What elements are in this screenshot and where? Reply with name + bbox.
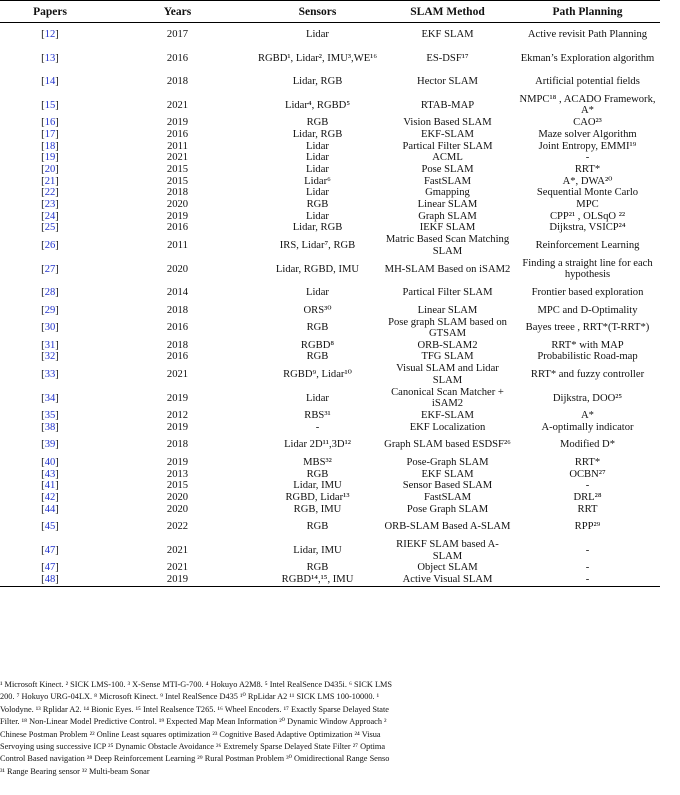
table-row [0, 386, 660, 410]
path-planning-cell: Joint Entropy, EMMI¹⁹ [538, 140, 637, 152]
year-cell: 2021 [166, 562, 189, 574]
slam-method-cell: Object SLAM [417, 562, 478, 574]
footnote-line: Control Based navigation ²⁸ Deep Reinforcement Learning ²⁹ Rural Postman Problem ³⁰ Omidirectional Range Senso [0, 754, 390, 764]
year-cell: 2018 [166, 187, 189, 199]
path-planning-cell: A* [581, 410, 594, 422]
footnote-line: 200. ⁷ Hokuyo URG-04LX. ⁸ Microsoft Kinect. ⁹ Intel RealSence D435 ¹⁰ RpLidar A2 ¹¹ SICK LMS 100-10000. ¹ [0, 692, 380, 702]
table-row [0, 492, 660, 504]
year-cell: 2021 [166, 369, 189, 381]
sensors-cell: Lidar, RGB [292, 222, 343, 234]
slam-method-cell: EKF-SLAM [421, 128, 474, 140]
table-row [0, 515, 660, 539]
path-planning-cell: - [585, 574, 590, 586]
year-cell: 2011 [167, 140, 188, 152]
footnote-line: Volodyne. ¹³ Rplidar A2. ¹⁴ Bionic Eyes. ¹⁵ Intel Realsence T265. ¹⁶ Wheel Encoders. ¹⁷ Exactly Sparse Delayed State [0, 704, 389, 714]
sensors-cell: ORS³⁰ [303, 304, 332, 316]
path-planning-cell: - [585, 480, 590, 492]
paper-ref-cell: [34] [41, 392, 59, 404]
year-cell: 2015 [166, 175, 189, 187]
paper-ref-link[interactable]: 21 [44, 175, 56, 187]
path-planning-cell: MPC [576, 199, 599, 211]
table-row [0, 47, 660, 71]
year-cell: 2018 [166, 76, 189, 88]
year-cell: 2020 [166, 199, 189, 211]
slam-method-cell: EKF Localization [409, 421, 486, 433]
paper-ref-link[interactable]: 33 [44, 369, 56, 381]
path-planning-cell: RPP²⁹ [574, 521, 601, 533]
year-cell: 2012 [166, 410, 189, 422]
sensors-cell: - [315, 421, 320, 433]
paper-ref-link[interactable]: 47 [44, 562, 56, 574]
footnote-line: Filter. ¹⁸ Non-Linear Model Predictive Control. ¹⁹ Expected Map Mean Information ²⁰ Dynamic Window Approach ² [0, 717, 387, 727]
table-row [0, 222, 660, 234]
paper-ref-link[interactable]: 35 [44, 410, 56, 422]
slam-method-cell: EKF-SLAM [421, 410, 474, 422]
paper-ref-link[interactable]: 23 [44, 199, 56, 211]
slam-method-cell: EKF SLAM [421, 468, 474, 480]
paper-ref-link[interactable]: 25 [44, 222, 56, 234]
footnote-line: ¹ Microsoft Kinect. ² SICK LMS-100. ³ X-Sense MTI-G-700. ⁴ Hokuyo A2M8. ⁵ Intel RealSence D435i. ⁶ SICK LMS [0, 680, 393, 689]
year-cell: 2016 [166, 222, 189, 234]
paper-ref-link[interactable]: 16 [44, 117, 56, 129]
paper-ref-link[interactable]: 45 [44, 521, 56, 533]
paper-ref-cell: [38] [41, 421, 59, 433]
slam-method-cell: Visual SLAM and Lidar SLAM [396, 363, 499, 386]
slam-method-cell: RTAB-MAP [420, 99, 475, 111]
sensors-cell: Lidar [306, 152, 329, 164]
slam-method-cell: MH-SLAM Based on iSAM2 [384, 263, 511, 275]
table-row [0, 187, 660, 199]
sensors-cell: RGBD¹, Lidar², IMU³,WE¹⁶ [257, 52, 378, 64]
footnotes [0, 679, 680, 778]
sensors-cell: Lidar [306, 210, 329, 222]
slam-method-cell: Pose SLAM [421, 163, 474, 175]
year-cell: 2011 [167, 240, 188, 252]
paper-ref-link[interactable]: 42 [44, 492, 56, 504]
paper-ref-cell: [47] [41, 562, 59, 574]
slam-method-cell: Pose-Graph SLAM [406, 457, 489, 469]
paper-ref-cell: [21] [41, 175, 59, 187]
sensors-cell: RGB [306, 351, 329, 363]
paper-ref-link[interactable]: 13 [44, 52, 56, 64]
table-row [0, 70, 660, 94]
paper-ref-cell: [29] [41, 304, 59, 316]
path-planning-cell: Active revisit Path Planning [527, 29, 648, 41]
year-cell: 2020 [166, 263, 189, 275]
slam-method-cell: FastSLAM [423, 492, 472, 504]
sensors-cell: RGBD, Lidar¹³ [285, 492, 350, 504]
header-slam-method: SLAM Method [410, 5, 485, 18]
slam-method-cell: Linear SLAM [417, 304, 478, 316]
year-cell: 2021 [166, 99, 189, 111]
slam-method-cell: Vision Based SLAM [403, 117, 492, 129]
table-body [0, 23, 660, 587]
paper-ref-link[interactable]: 24 [44, 210, 56, 222]
paper-ref-cell: [17] [41, 128, 59, 140]
slam-method-cell: Active Visual SLAM [402, 574, 493, 586]
sensors-cell: Lidar, RGB [292, 128, 343, 140]
paper-ref-cell: [43] [41, 468, 59, 480]
paper-ref-cell: [20] [41, 163, 59, 175]
year-cell: 2018 [166, 439, 189, 451]
slam-method-cell: Gmapping [425, 187, 470, 199]
path-planning-cell: - [585, 562, 590, 574]
table-row [0, 562, 660, 574]
path-planning-cell: - [585, 544, 590, 556]
path-planning-cell: DRL²⁸ [573, 492, 602, 504]
sensors-cell: Lidar [306, 140, 329, 152]
slam-method-cell: RIEKF SLAM based A-SLAM [396, 539, 499, 562]
sensors-cell: Lidar, IMU [293, 544, 342, 556]
slam-method-cell: Hector SLAM [417, 76, 478, 88]
path-planning-cell: Probabilistic Road-map [537, 351, 638, 363]
paper-ref-link[interactable]: 34 [44, 392, 56, 404]
table-row [0, 152, 660, 164]
slam-method-cell: Graph SLAM based ESDSF²⁶ [384, 439, 511, 451]
slam-method-cell: IEKF SLAM [419, 222, 476, 234]
paper-ref-cell: [30] [41, 322, 59, 334]
header-papers: Papers [33, 5, 67, 18]
year-cell: 2021 [166, 152, 189, 164]
paper-ref-cell: [33] [41, 369, 59, 381]
table-row [0, 504, 660, 516]
table-row [0, 234, 660, 258]
slam-method-cell: ORB-SLAM Based A-SLAM [384, 521, 511, 533]
sensors-cell: RGB [306, 322, 329, 334]
path-planning-cell: - [585, 152, 590, 164]
path-planning-cell: CPP²¹ , OLSqO ²² [549, 210, 626, 222]
table-row [0, 94, 660, 118]
year-cell: 2013 [166, 468, 189, 480]
year-cell: 2019 [166, 117, 189, 129]
paper-ref-link[interactable]: 40 [44, 457, 56, 469]
header-years: Years [163, 5, 192, 18]
header-row [0, 1, 660, 23]
year-cell: 2018 [166, 339, 189, 351]
paper-ref-cell: [28] [41, 287, 59, 299]
path-planning-cell: MPC and D-Optimality [537, 304, 638, 316]
paper-ref-cell: [12] [41, 29, 59, 41]
year-cell: 2018 [166, 304, 189, 316]
slam-method-cell: FastSLAM [423, 175, 472, 187]
sensors-cell: Lidar, RGBD, IMU [275, 263, 360, 275]
table-row [0, 23, 660, 47]
year-cell: 2021 [166, 544, 189, 556]
footnote-line: ³¹ Range Bearing sensor ³² Multi-beam Sonar [0, 766, 150, 776]
path-planning-cell: OCBN²⁷ [569, 468, 606, 480]
paper-ref-link[interactable]: 12 [44, 29, 56, 41]
path-planning-cell: Artificial potential fields [535, 76, 640, 88]
table-row [0, 316, 660, 340]
slam-method-cell: Canonical Scan Matcher + iSAM2 [391, 386, 504, 410]
table-row [0, 175, 660, 187]
paper-ref-cell: [44] [41, 503, 59, 515]
slam-method-cell: EKF SLAM [421, 29, 474, 41]
sensors-cell: IRS, Lidar⁷, RGB [279, 240, 356, 252]
paper-ref-cell: [22] [41, 187, 59, 199]
table-row [0, 304, 660, 316]
slam-method-cell: ORB-SLAM2 [417, 339, 478, 351]
table-row [0, 422, 660, 434]
year-cell: 2016 [166, 322, 189, 334]
paper-ref-link[interactable]: 14 [44, 76, 56, 88]
sensors-cell: Lidar, RGB [292, 76, 343, 88]
sensors-cell: Lidar⁴, RGBD⁵ [284, 99, 351, 111]
paper-ref-cell: [45] [41, 521, 59, 533]
paper-ref-cell: [13] [41, 52, 59, 64]
year-cell: 2019 [166, 210, 189, 222]
paper-ref-cell: [41] [41, 480, 59, 492]
table-row [0, 539, 660, 563]
paper-ref-cell: [32] [41, 351, 59, 363]
header-sensors: Sensors [298, 5, 337, 18]
path-planning-cell: NMPC¹⁸ , ACADO Framework, A* [519, 94, 656, 117]
table-row [0, 281, 660, 305]
table-row [0, 469, 660, 481]
paper-ref-cell: [39] [41, 439, 59, 451]
paper-ref-cell: [31] [41, 339, 59, 351]
table-row [0, 363, 660, 387]
year-cell: 2019 [166, 457, 189, 469]
slam-method-cell: Pose Graph SLAM [406, 503, 489, 515]
path-planning-cell: RRT* [574, 163, 601, 175]
paper-ref-cell: [25] [41, 222, 59, 234]
paper-ref-cell: [23] [41, 199, 59, 211]
slam-method-cell: Pose graph SLAM based on GTSAM [388, 316, 507, 339]
path-planning-cell: Modified D* [559, 439, 616, 451]
table-row [0, 351, 660, 363]
year-cell: 2019 [166, 392, 189, 404]
paper-ref-link[interactable]: 18 [44, 140, 56, 152]
path-planning-cell: Dijkstra, DOO²⁵ [552, 392, 623, 404]
slam-method-cell: TFG SLAM [421, 351, 474, 363]
paper-ref-link[interactable]: 29 [44, 304, 56, 316]
table-row [0, 140, 660, 152]
year-cell: 2019 [166, 574, 189, 586]
table-row [0, 433, 660, 457]
year-cell: 2016 [166, 52, 189, 64]
slam-method-cell: Partical Filter SLAM [402, 140, 493, 152]
year-cell: 2014 [166, 287, 189, 299]
paper-ref-link[interactable]: 31 [44, 339, 56, 351]
paper-ref-link[interactable]: 30 [44, 322, 56, 334]
path-planning-cell: Ekman’s Exploration algorithm [520, 52, 655, 64]
paper-ref-cell: [14] [41, 76, 59, 88]
paper-ref-cell: [18] [41, 140, 59, 152]
paper-ref-link[interactable]: 39 [44, 439, 56, 451]
paper-ref-link[interactable]: 41 [44, 480, 56, 492]
table-row [0, 117, 660, 129]
sensors-cell: Lidar, IMU [293, 480, 342, 492]
paper-ref-link[interactable]: 27 [44, 263, 56, 275]
path-planning-cell: RRT* and fuzzy controller [530, 369, 645, 381]
table-row [0, 164, 660, 176]
sensors-cell: MBS³² [303, 457, 332, 469]
path-planning-cell: A-optimally indicator [541, 421, 634, 433]
sensors-cell: RGB [306, 562, 329, 574]
path-planning-cell: Reinforcement Learning [535, 240, 640, 252]
paper-ref-cell: [35] [41, 410, 59, 422]
sensors-cell: RGB [306, 521, 329, 533]
path-planning-cell: A*, DWA²⁰ [562, 175, 613, 187]
path-planning-cell: CAO²³ [573, 117, 602, 129]
paper-ref-link[interactable]: 32 [44, 351, 56, 363]
table-row [0, 257, 660, 281]
footnote-line: Servoying using successive ICP ²⁵ Dynamic Obstacle Avoidance ²⁶ Extremely Sparse Delayed State Filter ²⁷ Optima [0, 741, 386, 751]
paper-ref-link[interactable]: 44 [44, 503, 56, 515]
paper-ref-cell: [19] [41, 152, 59, 164]
table-row [0, 211, 660, 223]
footnote-line: Chinese Postman Problem ²² Online Least squares optimization ²³ Cognitive Based Adaptive Optimization ²⁴ Visua [0, 729, 381, 739]
paper-ref-link[interactable]: 20 [44, 163, 56, 175]
paper-ref-cell: [40] [41, 457, 59, 469]
sensors-cell: Lidar 2D¹¹,3D¹² [284, 439, 351, 451]
sensors-cell: RGBD⁹, Lidar¹⁰ [283, 369, 352, 381]
sensors-cell: RBS³¹ [304, 410, 331, 422]
year-cell: 2020 [166, 492, 189, 504]
paper-ref-link[interactable]: 48 [44, 574, 56, 586]
table-row [0, 340, 660, 352]
slam-method-cell: ACML [432, 152, 463, 164]
path-planning-cell: Finding a straight line for each hypothesis [522, 257, 653, 281]
table-row [0, 574, 660, 586]
path-planning-cell: Dijkstra, VSICP²⁴ [549, 222, 626, 234]
paper-ref-cell: [27] [41, 263, 59, 275]
sensors-cell: Lidar [306, 29, 329, 41]
year-cell: 2015 [166, 480, 189, 492]
year-cell: 2020 [166, 503, 189, 515]
table-row [0, 410, 660, 422]
table-row [0, 129, 660, 141]
header-path-planning: Path Planning [552, 5, 623, 18]
path-planning-cell: Sequential Monte Carlo [536, 187, 639, 199]
paper-ref-link[interactable]: 17 [44, 128, 56, 140]
sensors-cell: RGB, IMU [293, 503, 342, 515]
paper-ref-link[interactable]: 28 [44, 287, 56, 299]
path-planning-cell: RRT [577, 503, 598, 515]
year-cell: 2019 [166, 421, 189, 433]
year-cell: 2017 [166, 29, 189, 41]
year-cell: 2015 [166, 163, 189, 175]
path-planning-cell: Frontier based exploration [531, 287, 644, 299]
path-planning-cell: Maze solver Algorithm [538, 128, 637, 140]
paper-ref-link[interactable]: 15 [44, 99, 56, 111]
paper-ref-cell: [24] [41, 210, 59, 222]
paper-ref-cell: [26] [41, 240, 59, 252]
sensors-cell: RGB [306, 117, 329, 129]
paper-ref-link[interactable]: 38 [44, 421, 56, 433]
table-row [0, 480, 660, 492]
year-cell: 2016 [166, 128, 189, 140]
sensors-cell: Lidar⁶ [304, 175, 331, 187]
paper-ref-cell: [42] [41, 492, 59, 504]
paper-ref-cell: [48] [41, 574, 59, 586]
year-cell: 2022 [166, 521, 189, 533]
paper-ref-link[interactable]: 19 [44, 152, 56, 164]
paper-ref-cell: [16] [41, 117, 59, 129]
paper-ref-link[interactable]: 26 [44, 240, 56, 252]
path-planning-cell: RRT* with MAP [551, 339, 624, 351]
sensors-cell: Lidar [306, 392, 329, 404]
path-planning-cell: RRT* [574, 457, 601, 469]
path-planning-cell: Bayes treee , RRT*(T-RRT*) [525, 322, 650, 334]
paper-ref-link[interactable]: 22 [44, 187, 56, 199]
sensors-cell: RGB [306, 199, 329, 211]
sensors-cell: RGBD¹⁴,¹⁵, IMU [281, 574, 354, 586]
paper-ref-cell: [15] [41, 99, 59, 111]
paper-ref-cell: [47] [41, 544, 59, 556]
paper-ref-link[interactable]: 43 [44, 468, 56, 480]
sensors-cell: Lidar [306, 163, 329, 175]
slam-method-cell: Partical Filter SLAM [402, 287, 493, 299]
slam-method-cell: ES-DSF¹⁷ [426, 52, 469, 64]
slam-method-cell: Matric Based Scan Matching SLAM [385, 234, 510, 257]
table-row [0, 457, 660, 469]
sensors-cell: RGB [306, 468, 329, 480]
year-cell: 2016 [166, 351, 189, 363]
sensors-cell: RGBD⁸ [300, 339, 335, 351]
paper-ref-link[interactable]: 47 [44, 544, 56, 556]
sensors-cell: Lidar [306, 287, 329, 299]
slam-method-cell: Sensor Based SLAM [402, 480, 493, 492]
slam-method-cell: Linear SLAM [417, 199, 478, 211]
table-row [0, 199, 660, 211]
slam-method-cell: Graph SLAM [418, 210, 477, 222]
sensors-cell: Lidar [306, 187, 329, 199]
